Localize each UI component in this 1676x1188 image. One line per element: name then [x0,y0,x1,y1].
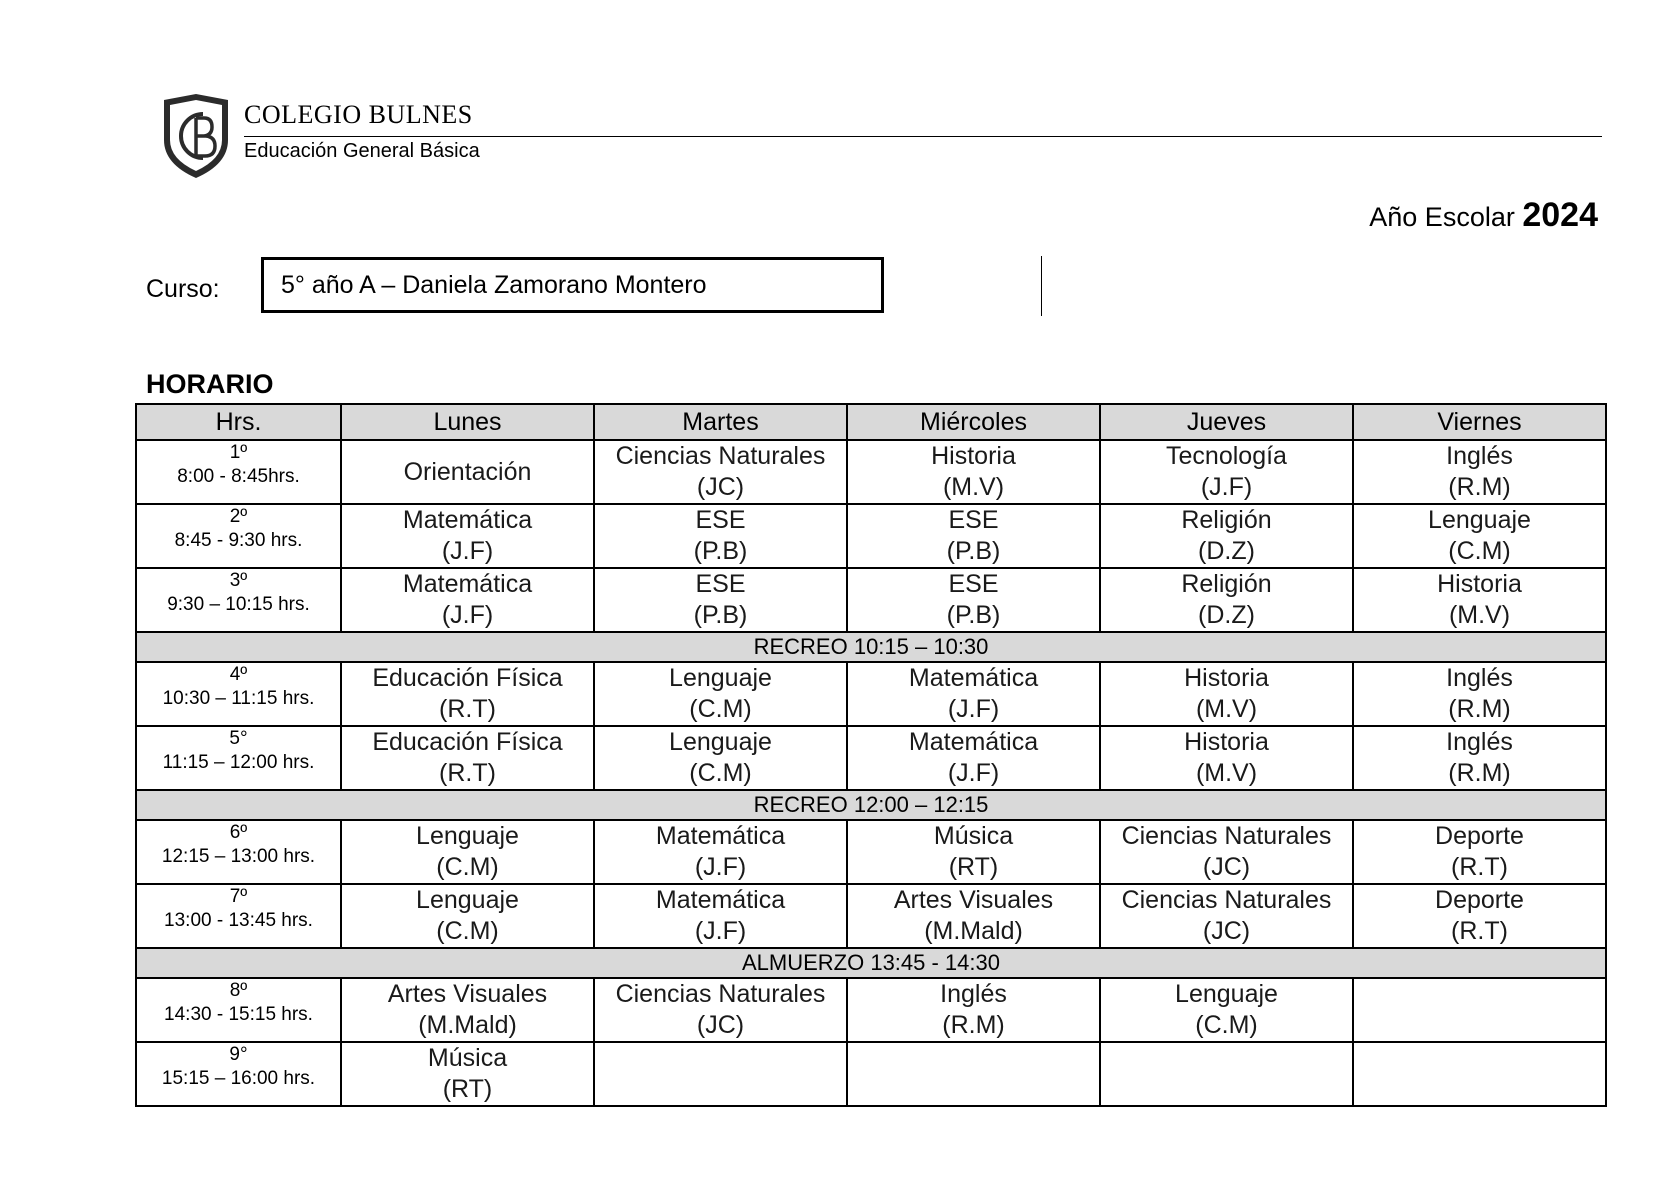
period-time-cell [136,440,341,504]
subject-name: Matemática [908,728,1039,756]
teacher-initials: (JC) [1202,917,1251,945]
subject-name: Orientación [403,457,532,486]
period-time: 13:00 - 13:45 hrs. [164,910,313,931]
subject-cell [1353,1042,1606,1106]
subject-cell [594,568,847,632]
subject-name: Tecnología [1166,442,1287,470]
subject-name: Historia [1437,570,1522,598]
subject-name: Artes Visuales [387,980,548,1008]
subject-cell [594,504,847,568]
break-row [136,632,1606,662]
subject-cell [341,820,594,884]
subject-cell [847,504,1100,568]
teacher-initials: (C.M) [689,695,752,723]
subject-name: ESE [695,570,746,598]
subject-name: Educación Física [372,664,563,692]
subject-cell [847,662,1100,726]
subject-cell [1353,820,1606,884]
subject-cell [1100,884,1353,948]
teacher-initials: (C.M) [1448,537,1511,565]
subject-name: Matemática [655,822,786,850]
schedule-body [136,440,1606,1106]
break-row [136,948,1606,978]
subject-name: Matemática [402,570,533,598]
teacher-initials: (J.F) [947,759,1000,787]
subject-cell [341,504,594,568]
period-row [136,504,1606,568]
teacher-initials: (J.F) [694,917,747,945]
subject-cell [847,978,1100,1042]
teacher-initials: (M.V) [942,473,1005,501]
subject-cell [847,820,1100,884]
period-time-cell [136,820,341,884]
subject-name: Inglés [940,980,1007,1008]
subject-name: Religión [1181,570,1272,598]
period-row [136,662,1606,726]
subject-name: ESE [695,506,746,534]
subject-name: Historia [931,442,1016,470]
period-time: 14:30 - 15:15 hrs. [164,1004,313,1025]
teacher-initials: (J.F) [694,853,747,881]
subject-name: Ciencias Naturales [615,442,826,470]
subject-cell [341,662,594,726]
teacher-initials: (C.M) [436,917,499,945]
period-time-cell [136,884,341,948]
subject-cell [594,662,847,726]
period-row [136,978,1606,1042]
subject-name: Religión [1181,506,1272,534]
school-subtitle: Educación General Básica [244,140,480,162]
period-time-cell [136,978,341,1042]
subject-name: ESE [948,570,999,598]
vertical-divider [1041,256,1042,316]
subject-cell [341,440,594,504]
school-year [1369,196,1598,235]
subject-name: Inglés [1446,664,1513,692]
subject-name: Música [427,1044,508,1072]
teacher-initials: (R.M) [1448,473,1511,501]
teacher-initials: (P.B) [693,601,748,629]
period-time: 8:00 - 8:45hrs. [177,466,300,487]
subject-cell [1100,726,1353,790]
teacher-initials: (R.T) [439,759,496,787]
period-time: 9:30 – 10:15 hrs. [167,594,310,615]
teacher-initials: (C.M) [1195,1011,1258,1039]
header-martes: Martes [594,404,847,440]
teacher-initials: (C.M) [436,853,499,881]
header-hrs: Hrs. [136,404,341,440]
teacher-initials: (D.Z) [1198,601,1255,629]
subject-cell [1100,1042,1353,1106]
teacher-initials: (R.M) [942,1011,1005,1039]
period-row [136,1042,1606,1106]
subject-name: Música [933,822,1014,850]
teacher-initials: (M.Mald) [924,917,1023,945]
header-miercoles: Miércoles [847,404,1100,440]
period-time-cell [136,726,341,790]
subject-cell [594,978,847,1042]
subject-cell [341,884,594,948]
subject-cell [847,568,1100,632]
subject-cell [1353,884,1606,948]
subject-cell [847,726,1100,790]
subject-name: Lenguaje [416,822,519,850]
school-name: COLEGIO BULNES [244,100,473,129]
subject-name: Inglés [1446,728,1513,756]
subject-name: Artes Visuales [893,886,1054,914]
subject-name: Lenguaje [1428,506,1531,534]
subject-name: Lenguaje [669,664,772,692]
teacher-initials: (P.B) [946,601,1001,629]
subject-cell [1100,662,1353,726]
period-row [136,568,1606,632]
school-crest-logo [160,92,232,180]
subject-name: Matemática [402,506,533,534]
teacher-initials: (M.Mald) [418,1011,517,1039]
teacher-initials: (M.V) [1448,601,1511,629]
subject-name: Matemática [908,664,1039,692]
break-label: RECREO 12:00 – 12:15 [136,790,1606,820]
subject-cell [594,1042,847,1106]
break-label: RECREO 10:15 – 10:30 [136,632,1606,662]
subject-cell [1100,504,1353,568]
period-number: 2º [229,506,248,527]
teacher-initials: (R.T) [1451,853,1508,881]
teacher-initials: (R.M) [1448,759,1511,787]
subject-cell [1353,504,1606,568]
teacher-initials: (J.F) [947,695,1000,723]
subject-name: Ciencias Naturales [1121,822,1332,850]
subject-cell [594,820,847,884]
period-number: 7º [229,886,248,907]
teacher-initials: (P.B) [693,537,748,565]
subject-cell [847,884,1100,948]
subject-name: Deporte [1435,886,1524,914]
subject-cell [594,726,847,790]
subject-cell [594,440,847,504]
period-time-cell [136,662,341,726]
period-number: 4º [229,664,248,685]
subject-cell [1353,568,1606,632]
subject-cell [847,1042,1100,1106]
teacher-initials: (RT) [948,853,999,881]
teacher-initials: (J.F) [1200,473,1253,501]
teacher-initials: (R.T) [439,695,496,723]
period-row [136,440,1606,504]
header-row [136,404,1606,440]
subject-cell [1353,978,1606,1042]
period-row [136,726,1606,790]
break-row [136,790,1606,820]
break-label: ALMUERZO 13:45 - 14:30 [136,948,1606,978]
period-time: 8:45 - 9:30 hrs. [174,530,303,551]
teacher-initials: (J.F) [441,537,494,565]
subject-name: Deporte [1435,822,1524,850]
subject-name: ESE [948,506,999,534]
period-time: 10:30 – 11:15 hrs. [162,688,315,709]
subject-cell [1353,662,1606,726]
teacher-initials: (JC) [696,473,745,501]
period-number: 9° [229,1044,248,1065]
subject-name: Educación Física [372,728,563,756]
subject-cell [594,884,847,948]
subject-name: Historia [1184,664,1269,692]
subject-name: Ciencias Naturales [1121,886,1332,914]
subject-cell [1353,440,1606,504]
subject-cell [1100,978,1353,1042]
header-rule [244,136,1602,137]
subject-name: Lenguaje [669,728,772,756]
header-lunes: Lunes [341,404,594,440]
subject-name: Historia [1184,728,1269,756]
period-number: 1º [229,442,248,463]
teacher-initials: (R.T) [1451,917,1508,945]
subject-cell [1100,568,1353,632]
subject-cell [341,568,594,632]
subject-name: Lenguaje [1175,980,1278,1008]
subject-cell [1353,726,1606,790]
header-jueves: Jueves [1100,404,1353,440]
period-number: 3º [229,570,248,591]
subject-cell [341,978,594,1042]
year-label: Año Escolar [1369,202,1515,232]
subject-name: Inglés [1446,442,1513,470]
curso-value-box: 5° año A – Daniela Zamorano Montero [261,257,884,313]
period-number: 6º [229,822,248,843]
period-time: 12:15 – 13:00 hrs. [161,846,316,867]
curso-label: Curso: [146,275,220,303]
period-time-cell [136,568,341,632]
section-title: HORARIO [146,369,274,399]
header-viernes: Viernes [1353,404,1606,440]
subject-name: Ciencias Naturales [615,980,826,1008]
period-time: 15:15 – 16:00 hrs. [161,1068,316,1089]
teacher-initials: (P.B) [946,537,1001,565]
teacher-initials: (D.Z) [1198,537,1255,565]
subject-name: Matemática [655,886,786,914]
period-number: 8º [229,980,248,1001]
subject-cell [341,726,594,790]
teacher-initials: (M.V) [1195,695,1258,723]
teacher-initials: (R.M) [1448,695,1511,723]
period-time-cell [136,504,341,568]
period-time: 11:15 – 12:00 hrs. [162,752,315,773]
subject-cell [1100,440,1353,504]
teacher-initials: (J.F) [441,601,494,629]
subject-cell [847,440,1100,504]
period-time-cell [136,1042,341,1106]
period-number: 5° [229,728,248,749]
period-row [136,884,1606,948]
year-number: 2024 [1522,196,1598,234]
teacher-initials: (JC) [1202,853,1251,881]
teacher-initials: (M.V) [1195,759,1258,787]
teacher-initials: (JC) [696,1011,745,1039]
schedule-table [135,403,1607,1107]
subject-cell [1100,820,1353,884]
subject-name: Lenguaje [416,886,519,914]
teacher-initials: (RT) [442,1075,493,1103]
teacher-initials: (C.M) [689,759,752,787]
subject-cell [341,1042,594,1106]
period-row [136,820,1606,884]
